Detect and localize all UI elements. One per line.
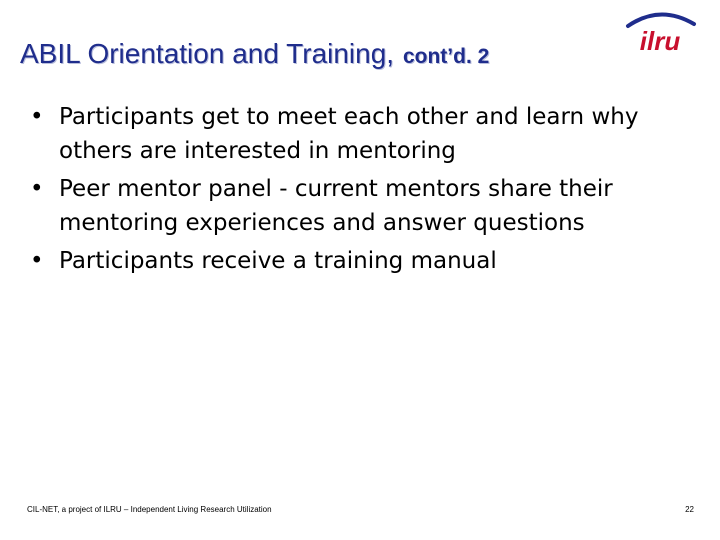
bullet-dot-icon: • <box>30 248 44 274</box>
bullet-item <box>28 244 693 278</box>
slide-title <box>20 34 489 71</box>
slide-title-sub: cont’d. 2 <box>402 45 490 68</box>
bullet-dot-icon: • <box>30 104 44 130</box>
bullet-item <box>28 172 693 240</box>
page-number: 22 <box>685 505 694 514</box>
bullet-dot-icon: • <box>30 176 44 202</box>
bullet-list <box>28 100 693 282</box>
slide-title-main: ABIL Orientation and Training, <box>20 38 395 69</box>
bullet-text: Participants receive a training manual <box>59 248 497 274</box>
footer-credit: CIL-NET, a project of ILRU – Independent Living Research Utilization <box>27 505 272 514</box>
bullet-text: Peer mentor panel - current mentors share their mentoring experiences and answer questions <box>59 176 613 236</box>
logo-text: ilru <box>639 26 681 56</box>
ilru-logo-icon <box>620 10 700 58</box>
bullet-item <box>28 100 693 168</box>
bullet-text: Participants get to meet each other and learn why others are interested in mentoring <box>59 104 639 164</box>
